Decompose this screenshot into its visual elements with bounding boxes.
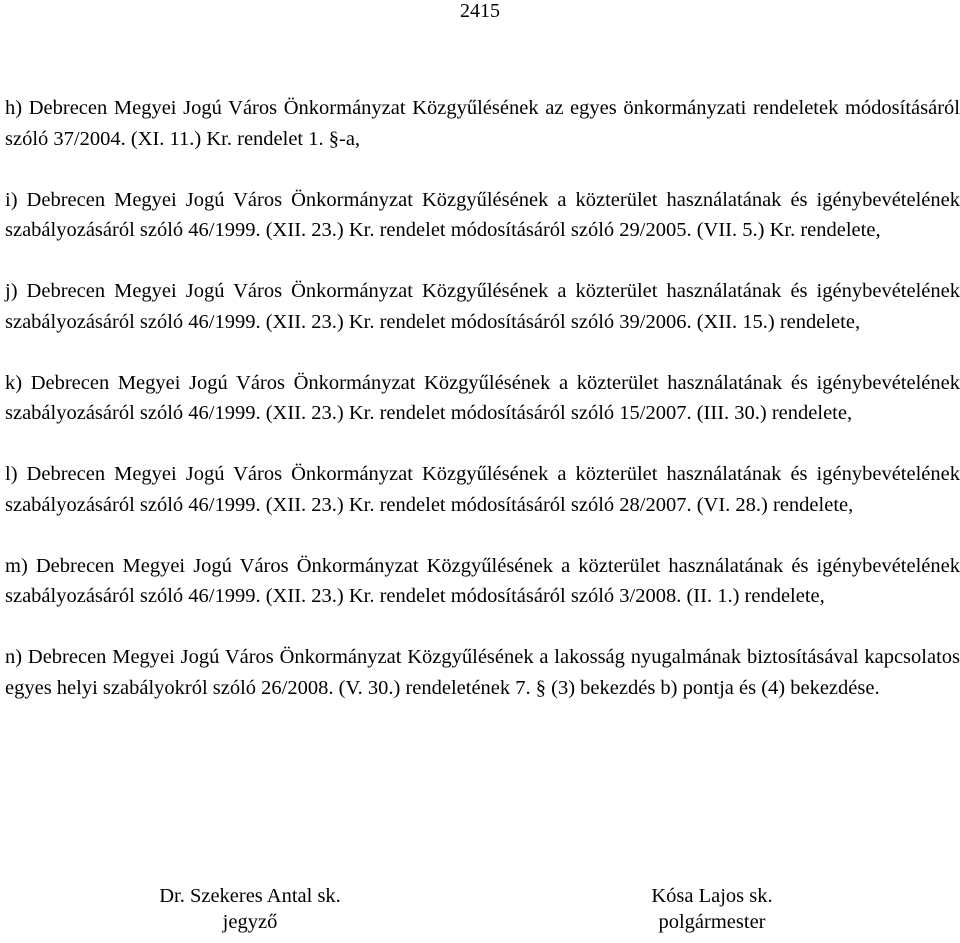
mayor-name: Kósa Lajos sk. [651, 885, 773, 907]
notary-name: Dr. Szekeres Antal sk. [159, 885, 341, 907]
list-item-m: m) Debrecen Megyei Jogú Város Önkormányzat Közgyűlésének a közterület használatának és igénybevételének szabályozásáról szóló 46/1999. (XII. 23.) Kr. rendelet módosításáról szóló 3/2008. (II. 1.) rendelete, [5, 554, 960, 607]
mayor-title: polgármester [658, 911, 766, 933]
list-item-k: k) Debrecen Megyei Jogú Város Önkormányzat Közgyűlésének a közterület használatának és igénybevételének szabályozásáról szóló 46/1999. (XII. 23.) Kr. rendelet módosításáról szóló 15/2007. (III. 30.) rendelete, [5, 371, 960, 424]
signature-block [0, 883, 960, 943]
list-item-h: h) Debrecen Megyei Jogú Város Önkormányzat Közgyűlésének az egyes önkormányzati rendeletek módosításáról szóló 37/2004. (XI. 11.) Kr. rendelet 1. §-a, [5, 97, 960, 150]
page-number: 2415 [460, 0, 500, 22]
list-item-n: n) Debrecen Megyei Jogú Város Önkormányzat Közgyűlésének a lakosság nyugalmának biztosításával kapcsolatos egyes helyi szabályokról szóló 26/2008. (V. 30.) rendeletének 7. § (3) bekezdés b) pontja és (4) bekezdése. [5, 646, 960, 699]
regulation-list [5, 93, 960, 734]
signature-mayor [582, 883, 842, 935]
signature-notary [120, 883, 380, 935]
notary-title: jegyző [222, 911, 278, 933]
list-item-j: j) Debrecen Megyei Jogú Város Önkormányzat Közgyűlésének a közterület használatának és igénybevételének szabályozásáról szóló 46/1999. (XII. 23.) Kr. rendelet módosításáról szóló 39/2006. (XII. 15.) rendelete, [5, 280, 960, 333]
list-item-l: l) Debrecen Megyei Jogú Város Önkormányzat Közgyűlésének a közterület használatának és igénybevételének szabályozásáról szóló 46/1999. (XII. 23.) Kr. rendelet módosításáról szóló 28/2007. (VI. 28.) rendelete, [5, 463, 960, 516]
list-item-i: i) Debrecen Megyei Jogú Város Önkormányzat Közgyűlésének a közterület használatának és igénybevételének szabályozásáról szóló 46/1999. (XII. 23.) Kr. rendelet módosításáról szóló 29/2005. (VII. 5.) Kr. rendelete, [5, 188, 960, 241]
